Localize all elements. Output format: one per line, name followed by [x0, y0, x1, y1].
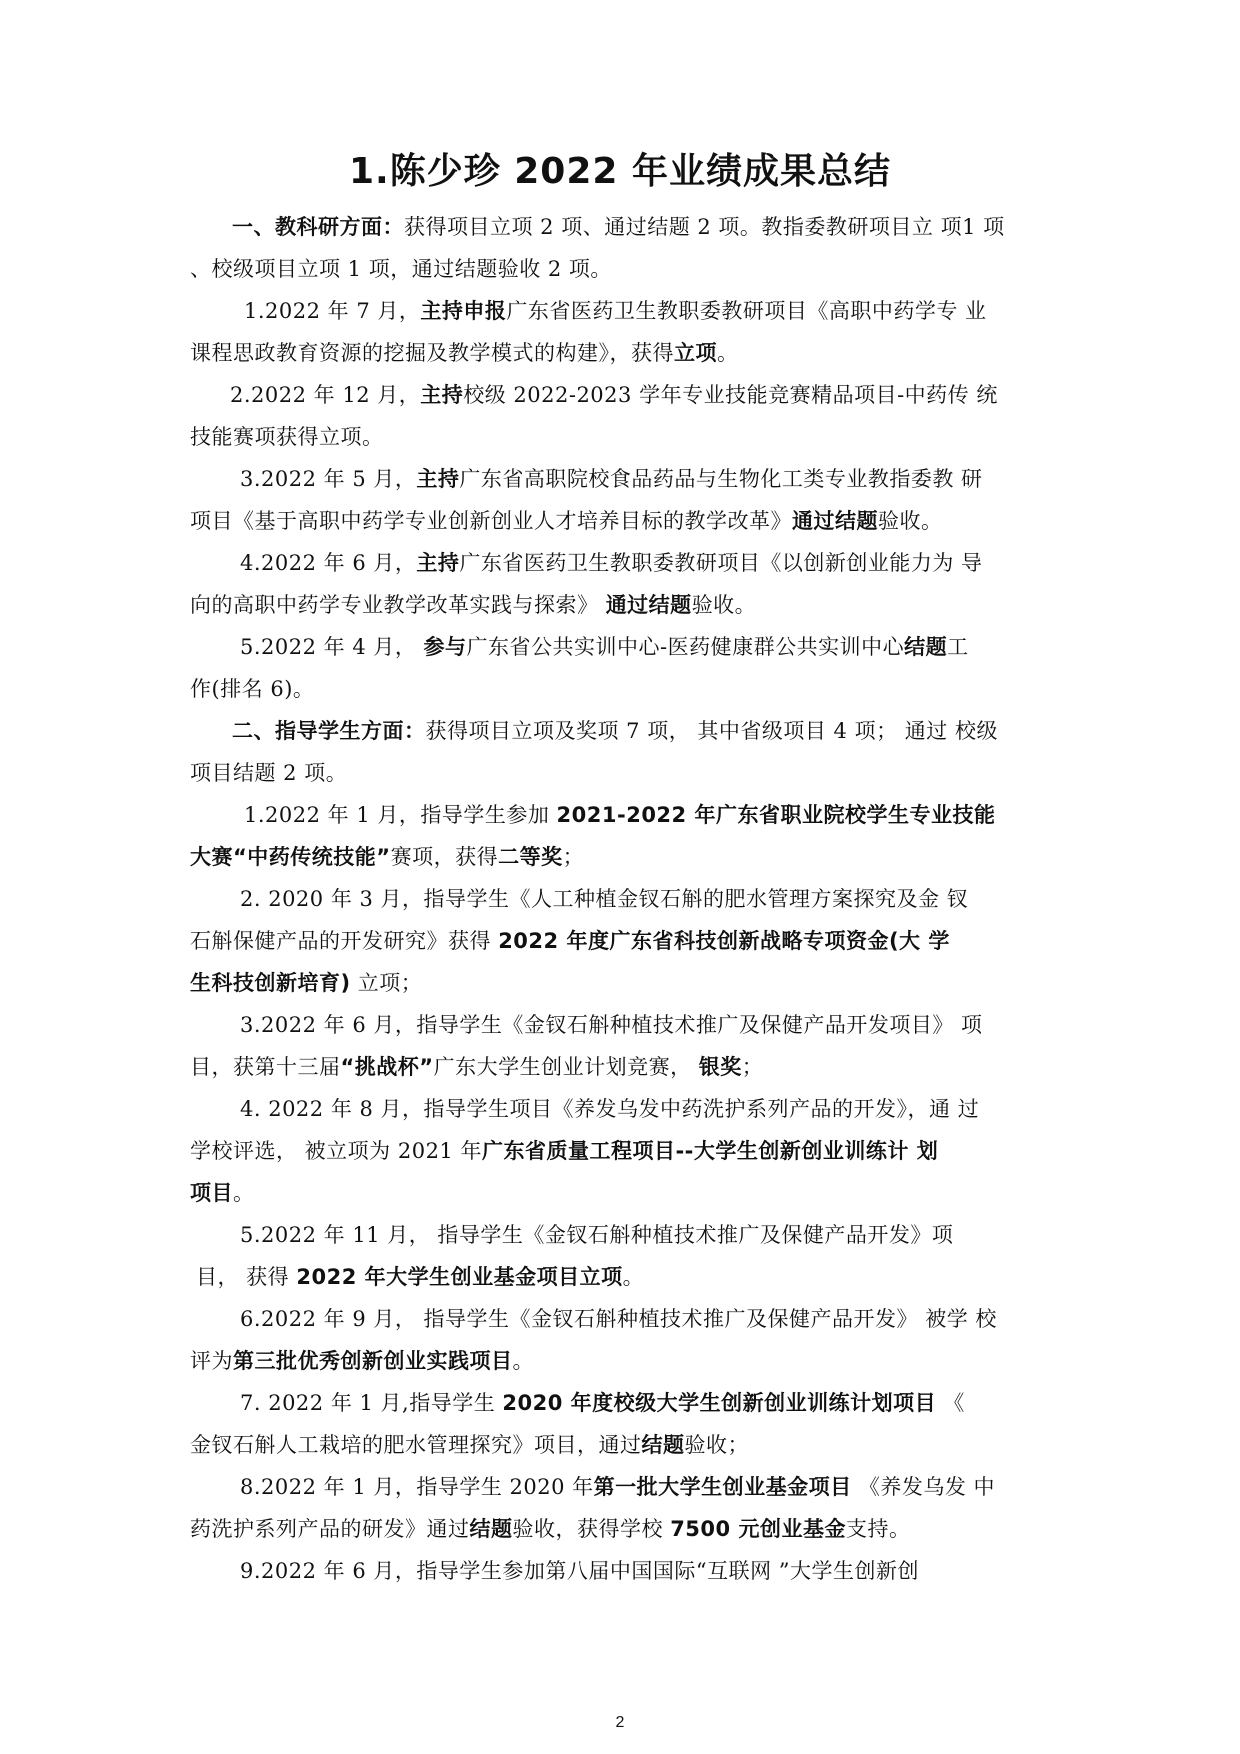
emphasis-text: 2021-2022 年广东省职业院校学生专业技能: [556, 803, 996, 827]
body-text: 校级 2022-2023 学年专业技能竞赛精品项目-中药传 统: [463, 383, 998, 407]
page-number: 2: [615, 1714, 625, 1731]
body-text: 评为: [190, 1349, 233, 1373]
emphasis-text: 通过结题: [605, 593, 692, 617]
body-text: 4.2022 年 6 月，: [240, 551, 417, 575]
body-text: 3.2022 年 6 月，指导学生《金钗石斛种植技术推广及保健产品开发项目》 项: [240, 1013, 983, 1037]
emphasis-text: 立项: [674, 341, 717, 365]
body-text: 获得项目立项 2 项、通过结题 2 项。教指委教研项目立 项1 项: [404, 215, 1005, 239]
body-text: 广东省高职院校食品药品与生物化工类专业教指委教 研: [459, 467, 983, 491]
text-line: [240, 1556, 919, 1586]
body-text: ；: [741, 1055, 764, 1079]
text-line: [190, 338, 739, 368]
body-text: 目，获第十三届: [190, 1055, 341, 1079]
body-text: 1.2022 年 1 月，指导学生参加: [244, 803, 557, 827]
body-text: 目， 获得: [196, 1265, 297, 1289]
text-line: [240, 548, 983, 578]
body-text: 4. 2022 年 8 月，指导学生项目《养发乌发中药洗护系列产品的开发》，通 过: [240, 1097, 980, 1121]
body-text: 5.2022 年 11 月， 指导学生《金钗石斛种植技术推广及保健产品开发》项: [240, 1223, 954, 1247]
emphasis-text: 二等奖: [498, 845, 563, 869]
body-text: 药洗护系列产品的研发》通过: [190, 1517, 470, 1541]
emphasis-text: 项目: [190, 1181, 233, 1205]
body-text: 6.2022 年 9 月， 指导学生《金钗石斛种植技术推广及保健产品开发》 被学 校: [240, 1307, 997, 1331]
emphasis-text: 结题: [904, 635, 948, 659]
text-line: [240, 884, 968, 914]
emphasis-text: 结题: [469, 1517, 513, 1541]
body-text: 金钗石斛人工栽培的肥水管理探究》项目，通过: [190, 1433, 642, 1457]
text-line: [190, 1136, 938, 1166]
body-text: 《养发乌发 中: [851, 1475, 996, 1499]
body-text: 广东省医药卫生教职委教研项目《以创新创业能力为 导: [459, 551, 983, 575]
body-text: 学校评选， 被立项为 2021 年: [190, 1139, 482, 1163]
emphasis-text: 通过结题: [792, 509, 878, 533]
body-text: 。: [622, 1265, 645, 1289]
emphasis-text: 生科技创新培育): [190, 971, 351, 995]
text-line: [244, 296, 987, 326]
text-line: [190, 1052, 763, 1082]
text-line: [190, 758, 347, 788]
text-line: [240, 1094, 979, 1124]
text-line: [196, 1262, 644, 1292]
body-text: 8.2022 年 1 月，指导学生 2020 年: [240, 1475, 594, 1499]
body-text: 。: [233, 1181, 255, 1205]
emphasis-text: 第一批大学生创业基金项目: [593, 1475, 852, 1499]
body-text: 验收；: [684, 1433, 749, 1457]
text-line: [190, 590, 756, 620]
text-line: [240, 632, 969, 662]
body-text: 支持。: [845, 1517, 911, 1541]
page-title: 1.陈少珍 2022 年业绩成果总结: [349, 151, 891, 192]
body-text: 。: [717, 341, 739, 365]
body-text: 2. 2020 年 3 月，指导学生《人工种植金钗石斛的肥水管理方案探究及金 钗: [240, 887, 969, 911]
body-text: 验收，获得学校: [512, 1517, 671, 1541]
emphasis-text: 主持申报: [420, 299, 507, 323]
text-line: [190, 1346, 534, 1376]
emphasis-text: 2020 年度校级大学生创新创业训练计划项目: [502, 1391, 937, 1415]
body-text: 作(排名 6)。: [190, 677, 315, 701]
body-text: 广东省医药卫生教职委教研项目《高职中药学专 业: [506, 299, 987, 323]
text-line: [190, 254, 612, 284]
body-text: 项目结题 2 项。: [190, 761, 348, 785]
text-line: [240, 1010, 983, 1040]
body-text: 1.2022 年 7 月，: [244, 299, 421, 323]
text-line: [240, 1220, 953, 1250]
body-text: 5.2022 年 4 月，: [240, 635, 424, 659]
text-line: [240, 464, 983, 494]
body-text: 项目《基于高职中药学专业创新创业人才培养目标的教学改革》: [190, 509, 792, 533]
text-line: [232, 212, 1005, 242]
emphasis-text: 第三批优秀创新创业实践项目: [233, 1349, 513, 1373]
body-text: 9.2022 年 6 月，指导学生参加第八届中国国际“互联网 ”大学生创新创: [240, 1559, 920, 1583]
body-text: 立项；: [350, 971, 423, 995]
body-text: 。: [512, 1349, 534, 1373]
emphasis-text: 结题: [641, 1433, 685, 1457]
text-line: [190, 506, 943, 536]
emphasis-text: 2022 年大学生创业基金项目立项: [296, 1265, 623, 1289]
text-line: [190, 926, 950, 956]
text-line: [190, 1430, 749, 1460]
emphasis-text: “挑战杯”: [340, 1055, 434, 1079]
body-text: 石斛保健产品的开发研究》获得: [190, 929, 499, 953]
emphasis-text: 一、教科研方面：: [232, 215, 404, 239]
text-line: [230, 380, 998, 410]
body-text: ；: [562, 845, 585, 869]
body-text: 获得项目立项及奖项 7 项， 其中省级项目 4 项； 通过 校级: [425, 719, 998, 743]
body-text: 课程思政教育资源的挖掘及教学模式的构建》，获得: [190, 341, 674, 365]
emphasis-text: 二、指导学生方面：: [232, 719, 426, 743]
text-line: [240, 1472, 995, 1502]
body-text: 广东省公共实训中心-医药健康群公共实训中心: [466, 635, 905, 659]
emphasis-text: 主持: [416, 467, 460, 491]
emphasis-text: 广东省质量工程项目--大学生创新创业训练计 划: [481, 1139, 939, 1163]
emphasis-text: 主持: [416, 551, 460, 575]
emphasis-text: 参与: [423, 635, 467, 659]
text-line: [190, 1178, 255, 1208]
body-text: 验收。: [691, 593, 757, 617]
body-text: 工: [947, 635, 969, 659]
emphasis-text: 主持: [420, 383, 464, 407]
text-line: [244, 800, 995, 830]
text-line: [190, 422, 384, 452]
text-line: [190, 674, 314, 704]
body-text: 《: [936, 1391, 965, 1415]
body-text: 3.2022 年 5 月，: [240, 467, 417, 491]
text-line: [240, 1388, 965, 1418]
body-text: 技能赛项获得立项。: [190, 425, 384, 449]
emphasis-text: 7500 元创业基金: [670, 1517, 846, 1541]
body-text: 赛项，获得: [390, 845, 499, 869]
text-line: [190, 842, 584, 872]
emphasis-text: 2022 年度广东省科技创新战略专项资金(大 学: [498, 929, 950, 953]
body-text: 向的高职中药学专业教学改革实践与探索》: [190, 593, 606, 617]
body-text: 、校级项目立项 1 项，通过结题验收 2 项。: [190, 257, 612, 281]
body-text: 广东大学生创业计划竞赛，: [433, 1055, 699, 1079]
text-line: [190, 1514, 910, 1544]
text-line: [190, 968, 422, 998]
text-line: [240, 1304, 997, 1334]
emphasis-text: 银奖: [698, 1055, 742, 1079]
body-text: 验收。: [878, 509, 943, 533]
emphasis-text: 大赛“中药传统技能”: [190, 845, 391, 869]
text-line: [232, 716, 998, 746]
body-text: 2.2022 年 12 月，: [230, 383, 421, 407]
body-text: 7. 2022 年 1 月,指导学生: [240, 1391, 503, 1415]
